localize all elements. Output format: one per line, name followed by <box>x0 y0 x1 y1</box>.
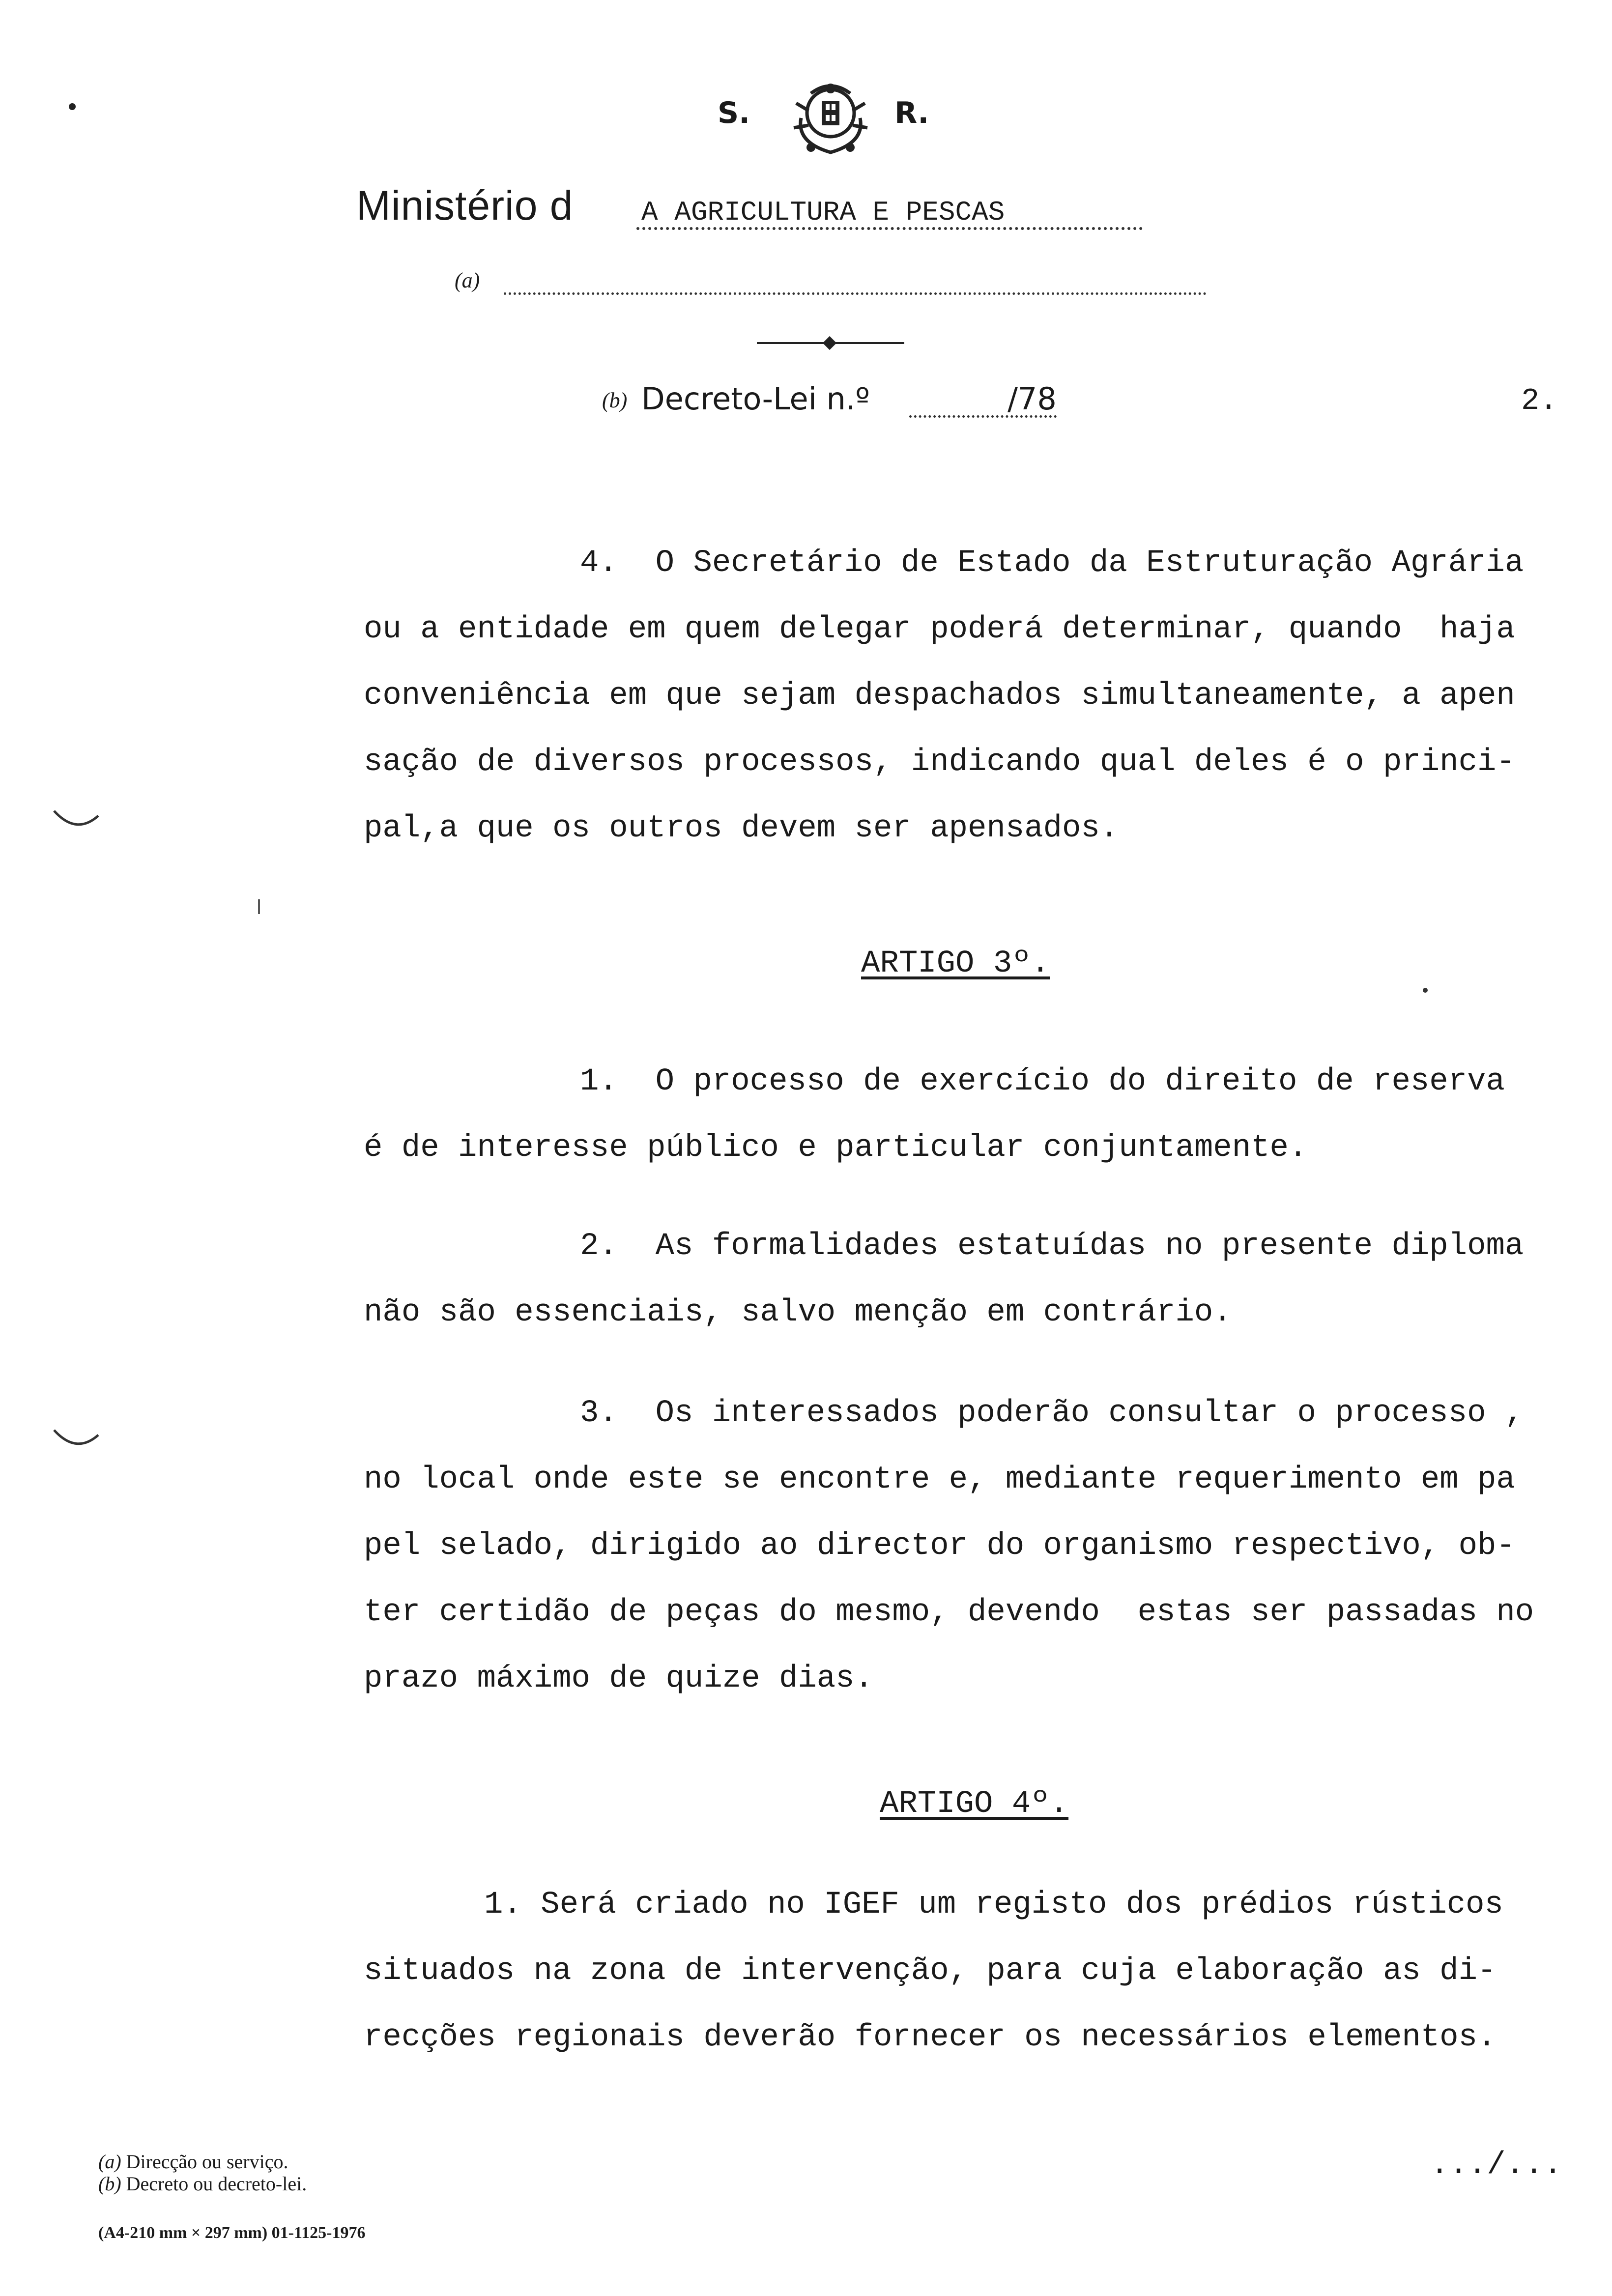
text-line: recções regionais deverão fornecer os necessários elementos. <box>364 2020 1497 2055</box>
text-line: prazo máximo de quize dias. <box>364 1661 873 1696</box>
ministry-fill-field <box>636 193 1143 230</box>
ministry-name: A AGRICULTURA E PESCAS <box>641 197 1005 228</box>
text-line: 3. Os interessados poderão consultar o processo , <box>580 1396 1524 1431</box>
text-line: no local onde este se encontre e, mediante requerimento em pa <box>364 1462 1515 1497</box>
decree-line <box>602 381 1143 425</box>
header-divider <box>757 338 904 348</box>
footnote-a-text: Direcção ou serviço. <box>126 2151 288 2173</box>
text-line: pel selado, dirigido ao director do organismo respectivo, ob- <box>364 1528 1515 1564</box>
ministry-line <box>356 182 1290 236</box>
text-line: conveniência em que sejam despachados simultaneamente, a apen <box>364 678 1515 714</box>
text-line: sação de diversos processos, indicando qual deles é o princi- <box>364 745 1515 780</box>
hole-punch-mark <box>49 806 103 835</box>
text-line: ou a entidade em quem delegar poderá determinar, quando haja <box>364 612 1515 647</box>
footnote-b <box>98 2172 307 2195</box>
footnote-a <box>98 2150 288 2173</box>
article-3-heading: ARTIGO 3º. <box>861 946 1050 981</box>
continuation-mark: .../... <box>1430 2148 1562 2183</box>
page-number: 2. <box>1521 383 1558 418</box>
footnote-a-label: (a) <box>98 2151 121 2173</box>
text-line: situados na zona de intervenção, para cuja elaboração as di- <box>364 1953 1497 1989</box>
coat-of-arms-icon <box>781 74 880 157</box>
article-4-heading: ARTIGO 4º. <box>880 1786 1069 1822</box>
footnote-b-label: (b) <box>98 2173 121 2195</box>
text-line: é de interesse público e particular conjuntamente. <box>364 1130 1308 1166</box>
header-r-letter: R. <box>894 96 929 130</box>
direction-line <box>455 268 1207 302</box>
direction-label: (a) <box>455 268 480 292</box>
decree-label: (b) <box>602 388 628 412</box>
republic-header <box>708 74 953 157</box>
text-line: 1. Será criado no IGEF um registo dos prédios rústicos <box>484 1887 1503 1923</box>
text-line: não são essenciais, salvo menção em contrário. <box>364 1295 1232 1330</box>
speck-mark <box>69 103 76 110</box>
header-s-letter: S. <box>718 96 750 130</box>
decree-text: Decreto-Lei n.º <box>641 381 870 417</box>
divider-diamond-icon <box>823 336 836 350</box>
hole-punch-mark <box>49 1425 103 1455</box>
direction-fill-field <box>504 292 1207 295</box>
form-code: (A4-210 mm × 297 mm) 01-1125-1976 <box>98 2224 366 2242</box>
speck-mark <box>1423 988 1428 993</box>
speck-mark <box>258 899 260 914</box>
footnote-b-text: Decreto ou decreto-lei. <box>126 2173 307 2195</box>
text-line: pal,a que os outros devem ser apensados. <box>364 811 1119 846</box>
text-line: ter certidão de peças do mesmo, devendo estas ser passadas no <box>364 1595 1534 1630</box>
text-line: 2. As formalidades estatuídas no presente diploma <box>580 1229 1524 1264</box>
decree-year: /78 <box>1008 381 1057 417</box>
text-line: 1. O processo de exercício do direito de reserva <box>580 1064 1505 1099</box>
ministry-lead: Ministério d <box>356 182 574 229</box>
text-line: 4. O Secretário de Estado da Estruturação Agrária <box>580 545 1524 581</box>
decree-number-field <box>909 381 1106 419</box>
